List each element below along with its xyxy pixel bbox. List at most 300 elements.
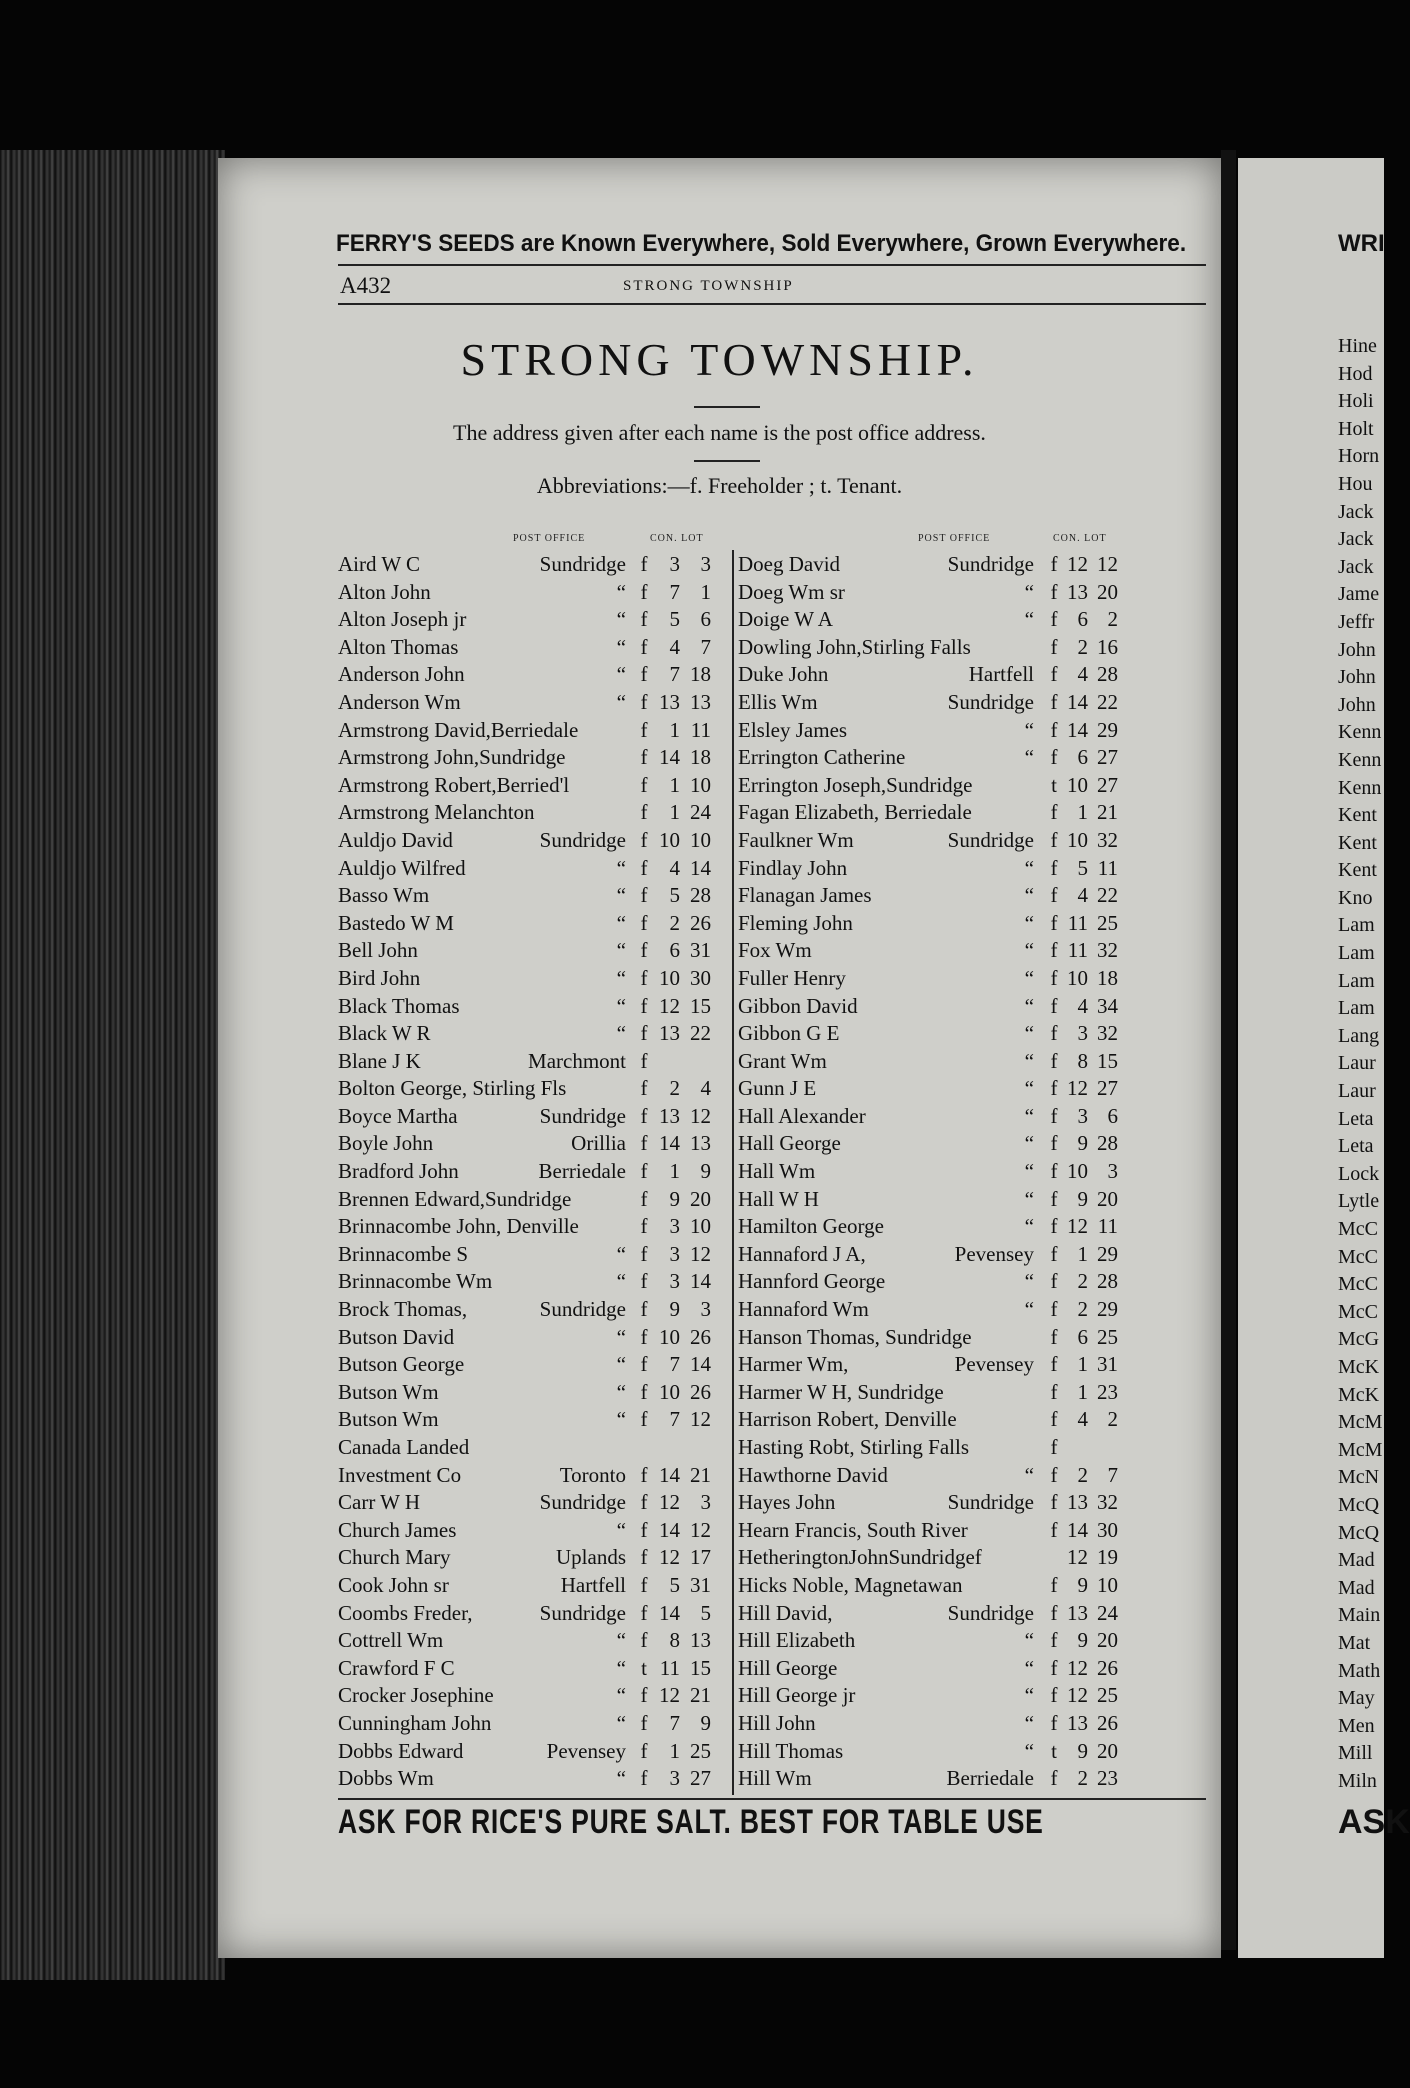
directory-entry [338, 744, 726, 772]
adjacent-name-fragment: Holt [1338, 417, 1374, 440]
entry-concession: 3 [1077, 1021, 1088, 1046]
entry-concession: 8 [1077, 1048, 1088, 1073]
entry-post-office: “ [616, 607, 626, 632]
entry-concession: 13 [659, 1103, 680, 1128]
entry-name: Investment Co [338, 1462, 462, 1487]
entry-post-office: Sundridge [539, 552, 626, 576]
entry-status: f [640, 883, 648, 908]
entry-concession: 9 [1077, 1628, 1088, 1653]
entry-lot: 27 [690, 1766, 711, 1791]
entry-concession: 10 [659, 1324, 680, 1349]
entry-name: Hill Elizabeth [738, 1628, 856, 1653]
directory-entry [738, 579, 1126, 607]
entry-post-office: “ [616, 938, 626, 963]
entry-lot: 29 [1097, 1241, 1118, 1266]
entry-name: Hill George jr [738, 1683, 856, 1708]
entry-name: Hill David, [738, 1600, 833, 1625]
directory-entry [338, 882, 726, 910]
directory-entry [338, 827, 726, 855]
entry-post-office: “ [1024, 938, 1034, 963]
entry-name: Hall Alexander [738, 1103, 866, 1128]
entry-name: Black W R [338, 1021, 431, 1046]
entry-post-office: Pevensey [546, 1738, 626, 1763]
adjacent-name-fragment: McK [1338, 1355, 1380, 1378]
entry-lot: 11 [1097, 855, 1118, 880]
entry-lot: 28 [690, 883, 711, 908]
entry-post-office: “ [616, 965, 626, 990]
entry-name: Faulkner Wm [738, 827, 854, 852]
entry-status: f [1050, 607, 1058, 632]
entry-name: Fox Wm [738, 938, 812, 963]
entry-status: f [1050, 745, 1058, 770]
directory-entry [338, 1379, 726, 1407]
entry-name: Armstrong Melanchton [338, 800, 535, 825]
entry-status: f [640, 634, 648, 659]
adjacent-name-fragment: Math [1338, 1659, 1381, 1682]
entry-status: f [1050, 1021, 1058, 1046]
adjacent-name-fragment: Kent [1338, 831, 1377, 854]
entry-name: Auldjo David [338, 827, 453, 852]
left-entries-column [338, 551, 726, 1793]
entry-concession: 3 [669, 1269, 680, 1294]
entry-status: f [1050, 1379, 1058, 1404]
directory-entry [738, 744, 1126, 772]
directory-entry [738, 1103, 1126, 1131]
entry-status: f [640, 662, 648, 687]
adjacent-footer-fragment: ASK [1338, 1803, 1410, 1841]
adjacent-name-fragment: Lam [1338, 997, 1375, 1020]
entry-name: Brock Thomas, [338, 1297, 468, 1322]
entry-lot: 34 [1097, 993, 1118, 1018]
entry-concession: 5 [669, 883, 680, 908]
entry-post-office: “ [1024, 1738, 1034, 1763]
entry-post-office: “ [616, 1683, 626, 1708]
entry-lot: 28 [1097, 1131, 1118, 1156]
directory-entry [338, 551, 726, 579]
entry-post-office: “ [616, 634, 626, 659]
entry-concession: 4 [1077, 993, 1088, 1018]
entry-concession: 12 [1067, 1214, 1088, 1239]
entry-lot: 29 [1097, 1297, 1118, 1322]
entry-status: f [1050, 1407, 1058, 1432]
entry-lot: 25 [1097, 1683, 1118, 1708]
entry-name: Canada Landed [338, 1435, 470, 1459]
entry-post-office: “ [1024, 1048, 1034, 1073]
entry-concession: 10 [659, 1379, 680, 1404]
entry-status: f [640, 1324, 648, 1349]
adjacent-name-fragment: Hine [1338, 335, 1377, 357]
entry-name: Brinnacombe Wm [338, 1269, 493, 1294]
entry-lot: 24 [1097, 1600, 1118, 1625]
directory-entry [738, 717, 1126, 745]
entry-post-office: “ [616, 1766, 626, 1791]
entry-post-office: “ [616, 1379, 626, 1404]
entry-concession: 12 [659, 1545, 680, 1570]
entry-concession: 12 [659, 993, 680, 1018]
directory-entry [738, 551, 1126, 579]
entry-concession: 3 [669, 552, 680, 576]
header-rule [338, 264, 1206, 266]
entry-concession: 8 [669, 1628, 680, 1653]
entry-status: f [1050, 1766, 1058, 1791]
entry-concession: 7 [669, 1407, 680, 1432]
entry-lot: 12 [690, 1241, 711, 1266]
entry-name: Harmer W H, Sundridge [738, 1379, 944, 1404]
entry-post-office: Berriedale [946, 1766, 1034, 1791]
entry-post-office: Sundridge [539, 827, 626, 852]
directory-entry [338, 1434, 726, 1462]
entry-post-office: Toronto [559, 1462, 626, 1487]
entry-lot: 31 [1097, 1352, 1118, 1377]
entry-lot: 21 [1097, 800, 1118, 825]
subtitle: The address given after each name is the post office address. [453, 420, 986, 445]
entry-name: Butson David [338, 1324, 455, 1349]
entry-post-office: Sundridge [947, 552, 1034, 576]
right-entries-column [738, 551, 1126, 1793]
entry-post-office: “ [616, 1269, 626, 1294]
entry-name: Blane J K [338, 1048, 421, 1073]
adjacent-name-fragment: McN [1338, 1466, 1380, 1489]
entry-concession: 6 [669, 938, 680, 963]
directory-entry [738, 1324, 1126, 1352]
entry-status: f [640, 1269, 648, 1294]
entry-concession: 13 [659, 1021, 680, 1046]
entry-status: f [1050, 1103, 1058, 1128]
entry-lot: 2 [1107, 1407, 1118, 1432]
book-gutter [1221, 150, 1236, 1950]
entry-lot: 18 [690, 745, 711, 770]
directory-entry [738, 1048, 1126, 1076]
entry-lot: 6 [1107, 1103, 1118, 1128]
page-number: A432 [340, 273, 392, 298]
entry-name: Hill Wm [738, 1766, 812, 1791]
entry-lot: 12 [690, 1517, 711, 1542]
left-con-lot-header: CON. LOT [650, 533, 704, 544]
adjacent-name-fragment: Men [1338, 1714, 1375, 1737]
entry-name: Duke John [738, 662, 829, 687]
entry-name: Auldjo Wilfred [338, 855, 466, 880]
directory-entry [338, 689, 726, 717]
entry-post-office: “ [616, 1352, 626, 1377]
directory-entry [338, 661, 726, 689]
entry-lot: 10 [1097, 1572, 1118, 1597]
entry-name: Doeg Wm sr [738, 579, 845, 604]
entry-name: Brinnacombe S [338, 1241, 469, 1266]
directory-entry [738, 993, 1126, 1021]
directory-entry [738, 910, 1126, 938]
directory-entry [338, 772, 726, 800]
entry-concession: 6 [1077, 1324, 1088, 1349]
adjacent-name-fragment: Jack [1338, 555, 1374, 578]
entry-name: Harrison Robert, Denville [738, 1407, 957, 1432]
entry-status: f [1050, 883, 1058, 908]
entry-status: f [640, 1407, 648, 1432]
entry-name: Anderson Wm [338, 689, 461, 714]
adjacent-name-fragment: Leta [1338, 1107, 1374, 1130]
entry-status: f [1050, 1214, 1058, 1239]
adjacent-name-fragment: Lock [1338, 1162, 1380, 1185]
entry-lot: 20 [1097, 1628, 1118, 1653]
entry-status: t [641, 1655, 647, 1680]
entry-post-office: Sundridge [539, 1103, 626, 1128]
entry-name: Alton Thomas [338, 634, 459, 659]
entry-status: f [1050, 1572, 1058, 1597]
entry-post-office: “ [1024, 1214, 1034, 1239]
entry-concession: 7 [669, 1710, 680, 1735]
entry-lot: 3 [700, 1490, 711, 1515]
directory-entry [738, 1765, 1126, 1793]
directory-entry [338, 993, 726, 1021]
entry-concession: 14 [659, 1131, 680, 1156]
adjacent-name-fragment: Laur [1338, 1080, 1376, 1103]
entry-post-office: “ [1024, 579, 1034, 604]
entry-post-office: “ [1024, 883, 1034, 908]
directory-entry [738, 1296, 1126, 1324]
book-page-edges [0, 150, 225, 1980]
entry-status: f [1050, 1517, 1058, 1542]
entry-lot: 7 [1107, 1462, 1118, 1487]
entry-status: f [1050, 1655, 1058, 1680]
entry-name: Bell John [338, 938, 418, 963]
entry-post-office: Sundridge [947, 1600, 1034, 1625]
entry-lot: 3 [700, 1297, 711, 1322]
entry-lot: 11 [1097, 1214, 1118, 1239]
directory-entry [338, 1020, 726, 1048]
entry-post-office: “ [1024, 1186, 1034, 1211]
entry-name: Hicks Noble, Magnetawan [738, 1572, 963, 1597]
directory-entry [338, 855, 726, 883]
directory-entry [738, 606, 1126, 634]
entry-lot: 14 [690, 1352, 711, 1377]
entry-lot: 5 [700, 1600, 711, 1625]
entry-post-office: Pevensey [954, 1241, 1034, 1266]
entry-lot: 25 [1097, 1324, 1118, 1349]
entry-name: Dowling John,Stirling Falls [738, 634, 971, 659]
entry-name: Armstrong Robert,Berried'l [338, 772, 570, 797]
directory-entry [738, 1379, 1126, 1407]
entry-lot: 27 [1097, 745, 1118, 770]
entry-status: f [1050, 938, 1058, 963]
directory-entry [738, 1075, 1126, 1103]
entry-concession: 9 [669, 1297, 680, 1322]
adjacent-name-fragment: Jeffr [1338, 610, 1375, 633]
directory-entry [338, 717, 726, 745]
directory-entry [738, 1268, 1126, 1296]
entry-lot: 24 [690, 800, 711, 825]
entry-lot: 12 [1097, 552, 1118, 576]
entry-status: f [1050, 1131, 1058, 1156]
entry-status: f [1050, 1076, 1058, 1101]
entry-concession: 10 [1067, 827, 1088, 852]
entry-lot: 32 [1097, 1021, 1118, 1046]
entry-status: f [640, 607, 648, 632]
entry-name: Bastedo W M [338, 910, 454, 935]
directory-entry [738, 772, 1126, 800]
entry-lot: 2 [1107, 607, 1118, 632]
entry-lot: 32 [1097, 827, 1118, 852]
adjacent-name-fragment: McC [1338, 1300, 1378, 1323]
entry-name: Hannford George [738, 1269, 886, 1294]
entry-status: f [640, 1683, 648, 1708]
entry-lot: 1 [700, 579, 711, 604]
entry-name: Armstrong John,Sundridge [338, 745, 566, 770]
adjacent-name-fragment: Holi [1338, 390, 1374, 413]
directory-entry [738, 1158, 1126, 1186]
page-title: STRONG TOWNSHIP. [460, 334, 979, 385]
entry-lot: 16 [1097, 634, 1118, 659]
entry-lot: 28 [1097, 1269, 1118, 1294]
directory-entry [338, 1489, 726, 1517]
entry-lot: 10 [690, 1214, 711, 1239]
running-head: STRONG TOWNSHIP [623, 278, 794, 294]
entry-post-office: Sundridge [947, 827, 1034, 852]
adjacent-name-fragment: Lam [1338, 914, 1375, 937]
entry-status: f [640, 1241, 648, 1266]
adjacent-name-fragment: Kenn [1338, 776, 1382, 799]
entry-post-office: “ [1024, 1021, 1034, 1046]
entry-concession: 3 [669, 1766, 680, 1791]
entry-concession: 12 [659, 1490, 680, 1515]
entry-status: f [640, 1628, 648, 1653]
entry-status: f [640, 717, 648, 742]
entry-lot: 22 [690, 1021, 711, 1046]
entry-post-office: “ [616, 1710, 626, 1735]
entry-status: f [640, 1490, 648, 1515]
directory-entry [738, 1020, 1126, 1048]
entry-concession: 2 [669, 1076, 680, 1101]
entry-concession: 10 [659, 965, 680, 990]
entry-concession: 5 [1077, 855, 1088, 880]
directory-entry [338, 1130, 726, 1158]
entry-concession: 13 [1067, 1490, 1088, 1515]
directory-entry [338, 1296, 726, 1324]
entry-name: Errington Joseph,Sundridge [738, 772, 973, 797]
entry-concession: 9 [1077, 1738, 1088, 1763]
entry-post-office: “ [616, 1407, 626, 1432]
entry-lot: 15 [690, 1655, 711, 1680]
directory-entry [338, 1738, 726, 1766]
entry-status: f [640, 1076, 648, 1101]
entry-status: f [640, 1352, 648, 1377]
entry-status: f [1050, 1683, 1058, 1708]
entry-concession: 5 [669, 607, 680, 632]
entry-name: Cottrell Wm [338, 1628, 444, 1653]
directory-entry [738, 1710, 1126, 1738]
directory-entry [338, 965, 726, 993]
entry-status: f [640, 800, 648, 825]
entry-name: Alton John [338, 579, 431, 604]
entry-post-office: “ [1024, 910, 1034, 935]
entry-status: f [640, 938, 648, 963]
entry-concession: 7 [669, 579, 680, 604]
entry-concession: 11 [659, 1655, 680, 1680]
adjacent-name-fragment: Kno [1338, 886, 1373, 909]
entry-concession: 9 [669, 1186, 680, 1211]
entry-lot: 14 [690, 1269, 711, 1294]
entry-lot: 21 [690, 1683, 711, 1708]
entry-lot: 30 [1097, 1517, 1118, 1542]
adjacent-name-fragment: McM [1338, 1411, 1383, 1434]
entry-status: f [1050, 1435, 1058, 1459]
entry-post-office: “ [616, 855, 626, 880]
entry-post-office: “ [616, 883, 626, 908]
directory-entry [338, 1627, 726, 1655]
entry-name: Hearn Francis, South River [738, 1517, 968, 1542]
entry-status: f [640, 1379, 648, 1404]
entry-post-office: Berriedale [538, 1159, 626, 1184]
entry-lot: 26 [1097, 1710, 1118, 1735]
adjacent-name-fragment: Mad [1338, 1549, 1375, 1572]
entry-status: f [640, 1048, 648, 1073]
adjacent-name-fragment: Jack [1338, 528, 1374, 551]
directory-entry [338, 1600, 726, 1628]
entry-name: Boyce Martha [338, 1103, 458, 1128]
directory-entry [338, 1710, 726, 1738]
entry-name: Hall W H [738, 1186, 819, 1211]
entry-name: Fagan Elizabeth, Berriedale [738, 800, 972, 825]
adjacent-name-fragment: McG [1338, 1328, 1380, 1351]
adjacent-name-fragment: May [1338, 1687, 1375, 1710]
entry-name: Cunningham John [338, 1710, 492, 1735]
entry-post-office: “ [1024, 1131, 1034, 1156]
directory-entry [738, 689, 1126, 717]
entry-lot: 9 [700, 1710, 711, 1735]
entry-status: f [640, 1462, 648, 1487]
adjacent-name-fragment: McK [1338, 1383, 1380, 1406]
entry-lot: 25 [690, 1738, 711, 1763]
entry-name: Hanson Thomas, Sundridge [738, 1324, 972, 1349]
entry-concession: 12 [1067, 1655, 1088, 1680]
directory-entry [738, 965, 1126, 993]
entry-concession: 3 [669, 1241, 680, 1266]
entry-status: f [1050, 689, 1058, 714]
entry-lot: 9 [700, 1159, 711, 1184]
entry-post-office: Marchmont [528, 1048, 626, 1073]
entry-lot: 29 [1097, 717, 1118, 742]
entry-concession: 6 [1077, 745, 1088, 770]
entry-status: f [1050, 1269, 1058, 1294]
entry-name: Hill George [738, 1655, 838, 1680]
entry-post-office: “ [1024, 745, 1034, 770]
entry-lot: 15 [690, 993, 711, 1018]
entry-status: f [640, 1572, 648, 1597]
entry-concession: 6 [1077, 607, 1088, 632]
entry-post-office: Sundridge [539, 1490, 626, 1515]
entry-concession: 2 [669, 910, 680, 935]
entry-status: f [1050, 1710, 1058, 1735]
adjacent-name-fragment: John [1338, 666, 1376, 689]
adjacent-name-fragment: Lam [1338, 969, 1375, 992]
entry-concession: 3 [1077, 1103, 1088, 1128]
adjacent-name-fragment: Miln [1338, 1769, 1377, 1792]
directory-entry [738, 1682, 1126, 1710]
title-rule [694, 406, 760, 408]
entry-concession: 12 [1067, 1076, 1088, 1101]
directory-entry [738, 1600, 1126, 1628]
entry-name: Brennen Edward,Sundridge [338, 1186, 572, 1211]
adjacent-name-fragment: John [1338, 693, 1376, 716]
subtitle-rule [694, 460, 760, 462]
entry-concession: 7 [669, 1352, 680, 1377]
adjacent-name-fragment: John [1338, 638, 1376, 661]
entry-lot: 7 [700, 634, 711, 659]
entry-post-office: “ [1024, 1628, 1034, 1653]
entry-concession: 2 [1077, 1462, 1088, 1487]
entry-status: f [1050, 1600, 1058, 1625]
right-con-lot-header: CON. LOT [1053, 533, 1107, 544]
entry-name: Brinnacombe John, Denville [338, 1214, 579, 1239]
entry-concession: 4 [1077, 1407, 1088, 1432]
